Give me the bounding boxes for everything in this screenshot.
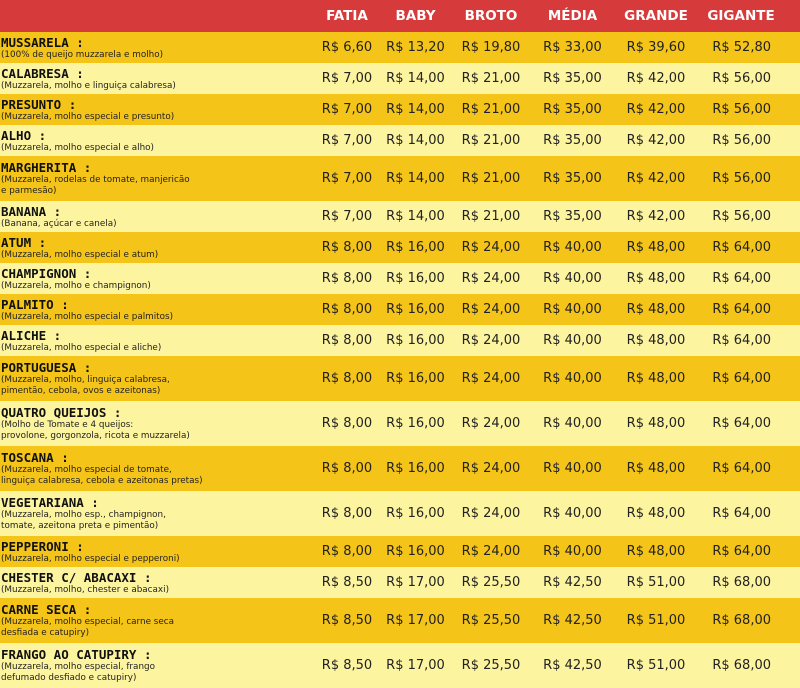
price-cell: R$ 25,50 (461, 575, 521, 590)
table-row (0, 201, 800, 232)
price-cell: R$ 7,00 (321, 71, 373, 86)
price-cell: R$ 40,00 (543, 416, 602, 431)
price-cell: R$ 42,00 (626, 133, 686, 148)
price-cell: R$ 16,00 (386, 271, 445, 286)
price-cell: R$ 21,00 (461, 209, 521, 224)
pizza-name: BANANA : (1, 203, 62, 219)
price-cell: R$ 51,00 (626, 575, 686, 590)
price-cell: R$ 8,50 (321, 613, 373, 628)
pizza-name: TOSCANA : (1, 450, 69, 465)
price-cell: R$ 64,00 (712, 371, 771, 386)
price-cell: R$ 24,00 (461, 461, 521, 476)
pizza-description: (Muzzarela, molho, linguiça calabresa, pimentão, cebola, ovos e azeitonas) (1, 375, 170, 396)
table-row (0, 567, 800, 598)
price-cell: R$ 64,00 (712, 544, 771, 559)
table-row (0, 446, 800, 491)
pizza-name: CALABRESA : (1, 65, 84, 81)
pizza-name: ALHO : (1, 127, 47, 143)
price-cell: R$ 24,00 (461, 240, 521, 255)
pizza-description: (Muzzarela, molho e linguiça calabresa) (1, 80, 176, 91)
price-cell: R$ 24,00 (461, 506, 521, 521)
pizza-name: ALICHE : (1, 327, 62, 343)
price-cell: R$ 48,00 (626, 416, 686, 431)
pizza-description: (Muzzarela, molho especial e aliche) (1, 342, 162, 353)
table-row (0, 94, 800, 125)
price-cell: R$ 42,00 (626, 209, 686, 224)
price-cell: R$ 24,00 (461, 371, 521, 386)
pizza-description: (Muzzarela, molho esp., champignon, tomate, azeitona preta e pimentão) (1, 510, 166, 531)
pizza-name-cell (0, 160, 315, 197)
price-cell: R$ 35,00 (543, 102, 602, 117)
price-cell: R$ 64,00 (712, 506, 771, 521)
table-row (0, 598, 800, 643)
pizza-name: PORTUGUESA : (1, 360, 92, 375)
pizza-name: ATUM : (1, 234, 47, 250)
table-row (0, 643, 800, 688)
price-cell: R$ 14,00 (386, 133, 445, 148)
price-cell: R$ 14,00 (386, 171, 445, 186)
pizza-name: QUATRO QUEIJOS : (1, 405, 122, 420)
price-cell: R$ 24,00 (461, 302, 521, 317)
pizza-description: (Muzzarela, molho especial e palmitos) (1, 311, 174, 322)
price-cell: R$ 16,00 (386, 371, 445, 386)
price-cell: R$ 8,00 (321, 333, 373, 348)
price-cell: R$ 17,00 (386, 658, 445, 673)
table-row (0, 491, 800, 536)
price-cell: R$ 42,00 (626, 71, 686, 86)
price-cell: R$ 68,00 (712, 613, 771, 628)
price-cell: R$ 14,00 (386, 102, 445, 117)
price-cell: R$ 64,00 (712, 333, 771, 348)
price-cell: R$ 68,00 (712, 575, 771, 590)
price-cell: R$ 64,00 (712, 240, 771, 255)
table-row (0, 536, 800, 567)
pizza-description: (Muzzarela, molho especial e atum) (1, 249, 159, 260)
price-cell: R$ 21,00 (461, 133, 521, 148)
pizza-description: (Muzzarela, molho especial e pepperoni) (1, 553, 180, 564)
pizza-description: (Muzzarela, molho especial de tomate, linguiça calabresa, cebola e azeitonas pretas) (1, 465, 203, 486)
price-cell: R$ 40,00 (543, 333, 602, 348)
pizza-name-cell (0, 35, 315, 61)
price-cell: R$ 48,00 (626, 461, 686, 476)
table-row (0, 294, 800, 325)
table-row (0, 401, 800, 446)
price-cell: R$ 35,00 (543, 171, 602, 186)
price-cell: R$ 39,60 (626, 40, 686, 55)
table-row (0, 325, 800, 356)
price-cell: R$ 40,00 (543, 544, 602, 559)
price-cell: R$ 42,00 (626, 102, 686, 117)
table-row (0, 156, 800, 201)
price-cell: R$ 42,50 (543, 613, 602, 628)
pizza-name-cell (0, 328, 315, 354)
pizza-name: CARNE SECA : (1, 602, 92, 617)
price-cell: R$ 8,00 (321, 461, 373, 476)
pizza-name-cell (0, 360, 315, 397)
price-cell: R$ 64,00 (712, 302, 771, 317)
price-cell: R$ 7,00 (321, 171, 373, 186)
pizza-description: (Muzzarela, molho especial, carne seca desfiada e catupiry) (1, 617, 175, 638)
price-cell: R$ 40,00 (543, 371, 602, 386)
table-row (0, 263, 800, 294)
pizza-name: MARGHERITA : (1, 160, 92, 175)
pizza-name: FRANGO AO CATUPIRY : (1, 647, 152, 662)
price-cell: R$ 42,50 (543, 575, 602, 590)
price-cell: R$ 13,20 (386, 40, 445, 55)
price-cell: R$ 25,50 (461, 658, 521, 673)
price-cell: R$ 14,00 (386, 209, 445, 224)
price-cell: R$ 7,00 (321, 133, 373, 148)
pizza-name-cell (0, 97, 315, 123)
price-cell: R$ 16,00 (386, 240, 445, 255)
price-cell: R$ 8,00 (321, 371, 373, 386)
price-cell: R$ 24,00 (461, 544, 521, 559)
price-cell: R$ 51,00 (626, 613, 686, 628)
pizza-description: (Muzzarela, molho especial e alho) (1, 142, 154, 153)
price-cell: R$ 8,00 (321, 240, 373, 255)
price-cell: R$ 52,80 (712, 40, 771, 55)
pizza-name-cell (0, 570, 315, 596)
price-cell: R$ 16,00 (386, 544, 445, 559)
price-cell: R$ 8,00 (321, 302, 373, 317)
pizza-name-cell (0, 266, 315, 292)
price-cell: R$ 42,50 (543, 658, 602, 673)
price-cell: R$ 56,00 (712, 102, 771, 117)
price-cell: R$ 48,00 (626, 371, 686, 386)
pizza-name: CHESTER C/ ABACAXI : (1, 569, 152, 585)
header-gigante: GIGANTE (707, 8, 775, 24)
price-cell: R$ 8,00 (321, 544, 373, 559)
header-baby: BABY (395, 8, 436, 24)
header-broto: BROTO (464, 8, 518, 24)
table-row (0, 125, 800, 156)
price-cell: R$ 56,00 (712, 171, 771, 186)
pizza-description: (Muzzarela, molho especial, frango defumado desfiado e catupiry) (1, 662, 155, 683)
table-row (0, 356, 800, 401)
price-cell: R$ 64,00 (712, 461, 771, 476)
price-cell: R$ 68,00 (712, 658, 771, 673)
pizza-name-cell (0, 405, 315, 442)
price-cell: R$ 40,00 (543, 506, 602, 521)
price-cell: R$ 21,00 (461, 171, 521, 186)
price-cell: R$ 16,00 (386, 506, 445, 521)
pizza-name-cell (0, 235, 315, 261)
pizza-name: VEGETARIANA : (1, 495, 99, 510)
price-cell: R$ 8,50 (321, 658, 373, 673)
pizza-description: (Muzzarela, rodelas de tomate, manjericão e parmesão) (1, 175, 190, 196)
price-cell: R$ 8,50 (321, 575, 373, 590)
pizza-name-cell (0, 204, 315, 230)
price-cell: R$ 7,00 (321, 209, 373, 224)
price-cell: R$ 56,00 (712, 209, 771, 224)
price-cell: R$ 21,00 (461, 71, 521, 86)
header-grande: GRANDE (624, 8, 688, 24)
price-cell: R$ 16,00 (386, 416, 445, 431)
pizza-description: (Muzzarela, molho especial e presunto) (1, 111, 175, 122)
price-cell: R$ 48,00 (626, 333, 686, 348)
price-cell: R$ 6,60 (321, 40, 373, 55)
price-cell: R$ 40,00 (543, 302, 602, 317)
price-cell: R$ 8,00 (321, 506, 373, 521)
pizza-description: (Molho de Tomate e 4 queijos: provolone, gorgonzola, ricota e muzzarela) (1, 420, 190, 441)
price-cell: R$ 40,00 (543, 271, 602, 286)
header-name (0, 0, 315, 32)
price-cell: R$ 25,50 (461, 613, 521, 628)
price-cell: R$ 48,00 (626, 302, 686, 317)
pizza-name-cell (0, 647, 315, 684)
table-row (0, 63, 800, 94)
price-cell: R$ 19,80 (461, 40, 521, 55)
price-cell: R$ 56,00 (712, 71, 771, 86)
pizza-name-cell (0, 66, 315, 92)
price-cell: R$ 24,00 (461, 333, 521, 348)
price-cell: R$ 24,00 (461, 416, 521, 431)
price-cell: R$ 17,00 (386, 575, 445, 590)
pizza-description: (Banana, açúcar e canela) (1, 218, 117, 229)
table-body (0, 32, 800, 688)
price-cell: R$ 51,00 (626, 658, 686, 673)
table-row (0, 32, 800, 63)
pizza-name: PALMITO : (1, 296, 69, 312)
pizza-name: CHAMPIGNON : (1, 265, 92, 281)
pizza-name: PRESUNTO : (1, 96, 77, 112)
pizza-name-cell (0, 539, 315, 565)
price-cell: R$ 48,00 (626, 271, 686, 286)
table-row (0, 232, 800, 263)
pizza-name: MUSSARELA : (1, 34, 84, 50)
pizza-description: (Muzzarela, molho, chester e abacaxi) (1, 584, 169, 595)
price-cell: R$ 48,00 (626, 506, 686, 521)
header-media: MÉDIA (547, 8, 598, 24)
price-cell: R$ 64,00 (712, 416, 771, 431)
price-cell: R$ 16,00 (386, 302, 445, 317)
pizza-description: (100% de queijo muzzarela e molho) (1, 49, 164, 60)
price-cell: R$ 16,00 (386, 333, 445, 348)
price-cell: R$ 40,00 (543, 240, 602, 255)
price-cell: R$ 56,00 (712, 133, 771, 148)
price-cell: R$ 24,00 (461, 271, 521, 286)
price-cell: R$ 64,00 (712, 271, 771, 286)
price-cell: R$ 8,00 (321, 416, 373, 431)
pizza-description: (Muzzarela, molho e champignon) (1, 280, 151, 291)
price-cell: R$ 16,00 (386, 461, 445, 476)
table-header (0, 0, 800, 32)
pizza-name-cell (0, 297, 315, 323)
header-fatia: FATIA (326, 8, 368, 24)
pizza-name-cell (0, 495, 315, 532)
price-cell: R$ 14,00 (386, 71, 445, 86)
price-cell: R$ 7,00 (321, 102, 373, 117)
price-cell: R$ 35,00 (543, 209, 602, 224)
pizza-name-cell (0, 128, 315, 154)
pizza-name-cell (0, 602, 315, 639)
price-cell: R$ 35,00 (543, 133, 602, 148)
price-cell: R$ 17,00 (386, 613, 445, 628)
price-cell: R$ 42,00 (626, 171, 686, 186)
price-cell: R$ 33,00 (543, 40, 602, 55)
price-cell: R$ 35,00 (543, 71, 602, 86)
price-cell: R$ 48,00 (626, 544, 686, 559)
price-cell: R$ 48,00 (626, 240, 686, 255)
price-cell: R$ 21,00 (461, 102, 521, 117)
price-cell: R$ 40,00 (543, 461, 602, 476)
pizza-name-cell (0, 450, 315, 487)
price-cell: R$ 8,00 (321, 271, 373, 286)
pizza-name: PEPPERONI : (1, 538, 84, 554)
